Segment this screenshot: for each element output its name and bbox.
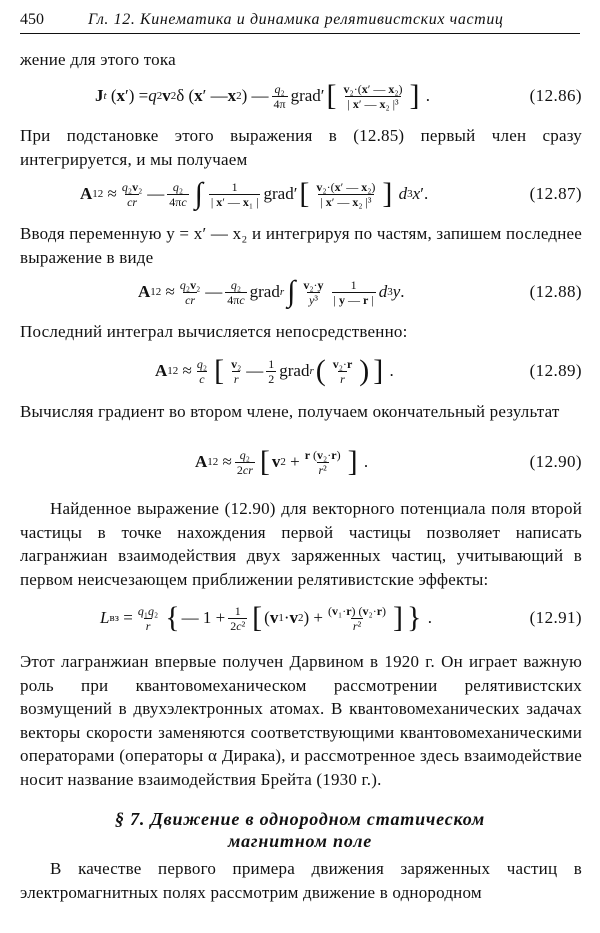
equation-number: (12.91) <box>529 608 582 627</box>
paragraph-4: Последний интеграл вычисляется непосредственно: <box>20 322 408 341</box>
formula-12-87: A 12 ≈ $\frac{\text{q₂v₂}}{cr}$ — $\frac{\text{q₂}}{4\pi c}$ ∫ $\frac{1}{\text{| x′ — x₁ |}}$ grad′ [ $\frac{\text{v₂·(x′ — x₂)}}{\text{| x′ — x₂ |³}}$ ] d 3 x ′. <box>80 177 429 210</box>
equation-number: (12.90) <box>529 452 582 471</box>
equation-number: (12.89) <box>529 361 582 380</box>
formula-12-88: A 12 ≈ $\frac{\text{q₂v₂}}{cr}$ — $\frac{\text{q₂}}{4\pi c}$ grad r ∫ $\frac{\text{v₂·y}}{\text{y³}}$ $\frac{1}{| y — r |}$ d 3 y . <box>138 275 405 308</box>
equation-12-91 <box>0 594 600 642</box>
paragraph-5: Вычисляя градиент во втором члене, получаем окончательный результат <box>20 402 560 421</box>
paragraph-8: В качестве первого примера движения заряженных частиц в электромагнитных полях рассмотрим движение в однородном <box>20 859 582 902</box>
formula-12-91: L вз = $\frac{\text{q₁q₂}}{r}$ { — 1 + $\frac{1}{\text{2c²}}$ [ ( v 1 · v 2 ) + $\frac{\text{(v₁·r) (v₂·r)}}{\text{r²}}$ ] } . <box>100 601 432 634</box>
formula-12-89: A 12 ≈ $\frac{\text{q₂}}{c}$ [ $\frac{\text{v₂}}{r}$ — $\frac{1}{2}$ grad r ( $\frac{\text{v₂·r}}{r}$ ) ] . <box>155 354 394 387</box>
formula-12-86: J t ( x ′) = q 2 v 2 δ ( x ′ — x 2 ) — $\frac{\text{q₂}}{4\pi}$ grad′ [ $\frac{\text{v₂·(x′ — x₂)}}{\text{| x′ — x₂ |³}}$ ] . <box>95 79 431 112</box>
equation-number: (12.86) <box>529 86 582 105</box>
equation-number: (12.88) <box>529 282 582 301</box>
section-heading-line-1: § 7. Движение в однородном статическом <box>115 809 485 829</box>
paragraph-1: жение для этого тока <box>20 50 176 69</box>
page-number: 450 <box>20 11 44 28</box>
page-header <box>20 8 580 34</box>
equation-12-89 <box>0 347 600 395</box>
equation-12-86 <box>0 72 600 120</box>
paragraph-7: Этот лагранжиан впервые получен Дарвином в 1920 г. Он играет важную роль при квантовомеханическом рассмотрении релятивистских возмущений в двухэлектронных атомах. В квантовомеханических задачах векторы скорости заменяются соответствующими квантовомеханическими операторами (операторы α Дирака), и рассмотренное здесь взаимодействие носит название взаимодействия Брейта (1930 г.). <box>20 652 582 789</box>
paragraph-3: Вводя переменную y = x′ — x₂ и интегрируя по частям, запишем последнее выражение в виде <box>20 224 582 267</box>
paragraph-6: Найденное выражение (12.90) для векторного потенциала поля второй частицы в точке нахождения первой частицы позволяет написать лагранжиан взаимодействия двух заряженных частиц, учитывающий в первом неисчезающем приближении релятивистские эффекты: <box>20 499 582 589</box>
equation-12-88 <box>0 268 600 316</box>
formula-12-90: A 12 ≈ $\frac{\text{q₂}}{2cr}$ [ v 2 + $\frac{\text{r (v₂·r)}}{\text{r²}}$ ] . <box>195 445 369 478</box>
running-title: Гл. 12. Кинематика и динамика релятивистских частиц <box>88 11 504 28</box>
header-rule <box>20 33 580 34</box>
equation-number: (12.87) <box>529 184 582 203</box>
section-heading-line-2: магнитном поле <box>227 831 373 851</box>
equation-12-87 <box>0 170 600 218</box>
equation-12-90 <box>0 438 600 486</box>
paragraph-2: При подстановке этого выражения в (12.85) первый член сразу интегрируется, и мы получаем <box>20 126 582 169</box>
